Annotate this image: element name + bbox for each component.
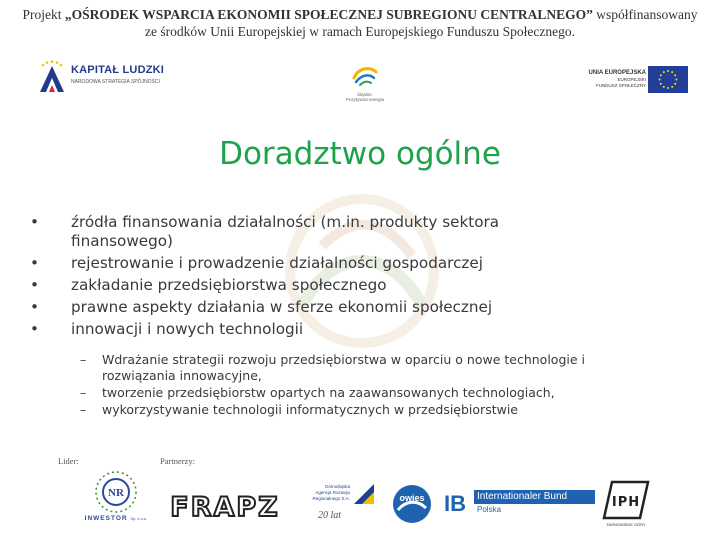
iph-subtitle: TARNOWSKIE GÓRY <box>606 522 646 527</box>
slaskie-swirl-icon <box>350 64 380 88</box>
internationaler-bund-logo <box>444 490 594 520</box>
garr-line-3: Regionalnego S.A. <box>312 496 350 501</box>
owies-logo <box>390 482 434 526</box>
partners-label: Partnerzy: <box>160 456 195 466</box>
header-line-1: Projekt „OŚRODEK WSPARCIA EKONOMII SPOŁECZNEJ SUBREGIONU CENTRALNEGO” współfinansowany <box>22 7 698 22</box>
ib-country: Polska <box>477 505 502 514</box>
bullet-icon: • <box>30 254 39 272</box>
kapital-ludzki-logo <box>38 60 178 100</box>
inwestor-suffix: Sp. z o.o. <box>130 516 148 521</box>
kapital-ludzki-subtitle: NARODOWA STRATEGIA SPÓJNOŚCI <box>71 79 160 85</box>
header-line-2: ze środków Unii Europejskiej w ramach Europejskiego Funduszu Społecznego. <box>144 24 576 39</box>
slaskie-tagline: Pozytywna energia <box>345 97 385 102</box>
list-item: • zakładanie przedsiębiorstwa społecznego <box>30 276 387 294</box>
svg-text:NR: NR <box>108 487 124 499</box>
ib-mark-icon: IB <box>444 491 466 516</box>
ib-name: Internationaler Bund <box>474 490 595 504</box>
kapital-ludzki-name: KAPITAŁ LUDZKI <box>71 64 165 76</box>
inwestor-logo <box>76 466 156 528</box>
project-name: „OŚRODEK WSPARCIA EKONOMII SPOŁECZNEJ SUBREGIONU CENTRALNEGO” <box>64 7 593 22</box>
dash-icon: – <box>80 402 87 417</box>
slaskie-name: Śląskie. <box>357 92 373 97</box>
bullet-icon: • <box>30 320 39 338</box>
innovation-sublist <box>80 352 620 419</box>
inwestor-name: INWESTOR <box>84 515 128 522</box>
owies-circle-icon <box>390 482 434 526</box>
garr-logo <box>300 478 380 526</box>
svg-text:owies: owies <box>399 493 425 503</box>
project-header <box>0 6 720 40</box>
slide-title: Doradztwo ogólne <box>219 136 501 172</box>
svg-text:FRAPZ: FRAPZ <box>170 492 280 522</box>
garr-line-1: Górnośląska <box>324 484 350 489</box>
sub-list-item: – Wdrażanie strategii rozwoju przedsiębiorstwa w oparciu o nowe technologie i rozwiązania innowacyjne, <box>80 352 585 383</box>
garr-line-2: Agencja Rozwoju <box>315 490 350 495</box>
garr-triangle-icon <box>352 482 376 506</box>
garr-years: 20 lat <box>318 510 342 521</box>
dash-icon: – <box>80 385 87 400</box>
iph-emblem-icon <box>600 478 652 522</box>
eu-text: UNIA EUROPEJSKA EUROPEJSKI FUNDUSZ SPOŁECZNY <box>588 70 646 88</box>
sub-list-item: – wykorzystywanie technologii informatycznych w przedsiębiorstwie <box>80 402 518 417</box>
bullet-icon: • <box>30 276 39 294</box>
sub-list-item: – tworzenie przedsiębiorstw opartych na zaawansowanych technologiach, <box>80 385 555 400</box>
kapital-ludzki-mark-icon <box>38 60 66 94</box>
dash-icon: – <box>80 352 87 367</box>
list-item: • rejestrowanie i prowadzenie działalności gospodarczej <box>30 254 483 272</box>
iph-logo <box>600 478 652 528</box>
leader-label: Lider: <box>58 456 79 466</box>
list-item: • prawne aspekty działania w sferze ekonomii społecznej <box>30 298 493 316</box>
bullet-icon: • <box>30 213 39 231</box>
svg-text:IPH: IPH <box>611 495 641 510</box>
slaskie-logo <box>340 64 390 104</box>
list-item: • źródła finansowania działalności (m.in. produkty sektora finansowego) <box>30 213 500 250</box>
eu-logo <box>588 66 688 96</box>
list-item: • innowacji i nowych technologii <box>30 320 304 338</box>
frapz-logo <box>165 490 285 522</box>
eu-flag-icon <box>648 66 688 93</box>
frapz-wordmark-icon <box>165 490 285 522</box>
bullet-icon: • <box>30 298 39 316</box>
topic-list <box>30 213 590 342</box>
